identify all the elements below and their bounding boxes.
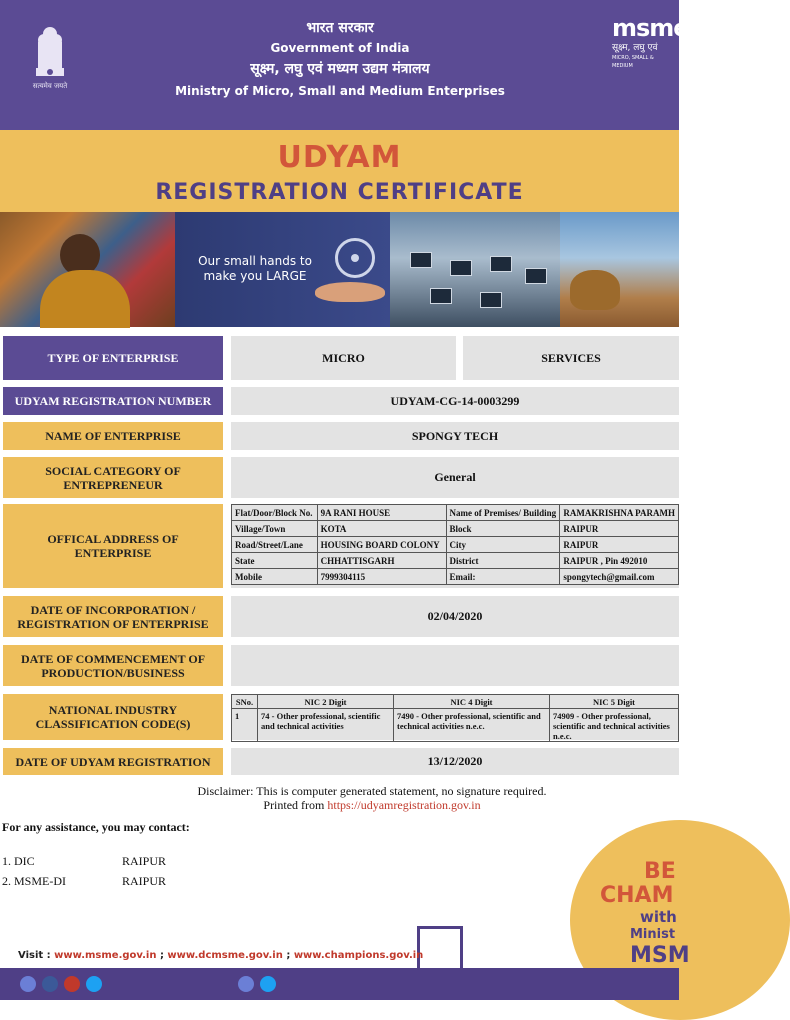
assistance-heading: For any assistance, you may contact: [2, 820, 190, 834]
state-value: CHHATTISGARH [317, 553, 446, 569]
contact-label: 1. DIC [2, 854, 35, 868]
twitter-icon[interactable] [86, 976, 102, 992]
contact-label: 2. MSME-DI [2, 874, 67, 888]
nic-2digit-value: 74 - Other professional, scientific and technical activities [258, 709, 394, 742]
dcmsme-link[interactable]: www.dcmsme.gov.in [167, 950, 283, 961]
name-of-enterprise-value: SPONGY TECH [231, 422, 679, 450]
mobile-label: Mobile [232, 569, 318, 585]
official-address-label: OFFICAL ADDRESS OF ENTERPRISE [3, 504, 223, 588]
msme-logo-hindi: सूक्ष्म, लघु एवं [612, 43, 658, 53]
farmer-photo [560, 212, 679, 327]
title-band [0, 130, 679, 212]
date-of-commencement-label: DATE OF COMMENCEMENT OF PRODUCTION/BUSINESS [3, 645, 223, 686]
visit-links: Visit : www.msme.gov.in ; www.dcmsme.gov.in ; www.champions.gov.in [18, 950, 424, 961]
village-label: Village/Town [232, 521, 318, 537]
city-value: RAIPUR [560, 537, 679, 553]
road-label: Road/Street/Lane [232, 537, 318, 553]
artisan-photo [0, 212, 175, 327]
chakra-wheel-icon [335, 238, 375, 278]
date-of-commencement-value [231, 645, 679, 686]
flat-value: 9A RANI HOUSE [317, 505, 446, 521]
national-emblem-icon [26, 18, 74, 90]
nic-header-sno: SNo. [232, 695, 258, 709]
header [0, 0, 689, 130]
hindi-ministry: सूक्ष्म, लघु एवं मध्यम उद्यम मंत्रालय [250, 61, 430, 77]
youtube-icon[interactable] [64, 976, 80, 992]
msme-logo [612, 14, 689, 70]
social-icon[interactable] [20, 976, 36, 992]
nic-header-5digit: NIC 5 Digit [550, 695, 679, 709]
block-value: RAIPUR [560, 521, 679, 537]
date-of-udyam-registration-label: DATE OF UDYAM REGISTRATION [3, 748, 223, 775]
date-of-udyam-registration-value: 13/12/2020 [231, 748, 679, 775]
nic-5digit-value: 74909 - Other professional, scientific and technical activities n.e.c. [550, 709, 679, 742]
date-of-incorporation-value: 02/04/2020 [231, 596, 679, 637]
social-icon[interactable] [238, 976, 254, 992]
name-of-enterprise-label: NAME OF ENTERPRISE [3, 422, 223, 450]
msme-link[interactable]: www.msme.gov.in [54, 950, 157, 961]
social-category-value: General [231, 457, 679, 498]
type-value-micro: MICRO [231, 336, 456, 380]
district-value: RAIPUR , Pin 492010 [560, 553, 679, 569]
government-heading [150, 18, 530, 102]
mobile-value: 7999304115 [317, 569, 446, 585]
contact-item [2, 854, 167, 869]
open-hand-icon [315, 282, 385, 302]
hindi-government: भारत सरकार [306, 20, 374, 36]
social-category-label: SOCIAL CATEGORY OF ENTREPRENEUR [3, 457, 223, 498]
printed-from-label: Printed from [263, 798, 325, 812]
contact-city: RAIPUR [122, 854, 167, 868]
type-of-enterprise-label: TYPE OF ENTERPRISE [3, 336, 223, 380]
address-table [231, 504, 679, 588]
flat-label: Flat/Door/Block No. [232, 505, 318, 521]
type-value-services: SERVICES [463, 336, 679, 380]
visit-label: Visit : [18, 950, 51, 961]
udyam-registration-number-label: UDYAM REGISTRATION NUMBER [3, 387, 223, 415]
bottom-bar [0, 968, 679, 1000]
msme-logo-mark: msme [612, 14, 689, 42]
village-value: KOTA [317, 521, 446, 537]
email-label: Email: [446, 569, 560, 585]
udyam-registration-link[interactable]: https://udyamregistration.gov.in [327, 798, 481, 812]
banner-tagline: Our small hands to make you LARGE [198, 254, 312, 283]
printed-from [0, 798, 744, 812]
state-label: State [232, 553, 318, 569]
city-label: City [446, 537, 560, 553]
road-value: HOUSING BOARD COLONY [317, 537, 446, 553]
date-of-incorporation-label: DATE OF INCORPORATION / REGISTRATION OF ENTERPRISE [3, 596, 223, 637]
title-udyam: UDYAM [277, 140, 402, 175]
english-government: Government of India [270, 41, 410, 55]
banner-tagline-panel [175, 212, 390, 327]
premises-label: Name of Premises/ Building [446, 505, 560, 521]
nic-header-2digit: NIC 2 Digit [258, 695, 394, 709]
nic-header-4digit: NIC 4 Digit [394, 695, 550, 709]
facebook-icon[interactable] [42, 976, 58, 992]
banner-image [0, 212, 679, 327]
emblem-caption: सत्यमेव जयते [32, 82, 68, 90]
premises-value: RAMAKRISHNA PARAMH [560, 505, 679, 521]
champions-link[interactable]: www.champions.gov.in [293, 950, 424, 961]
nic-sno: 1 [232, 709, 258, 742]
contact-city: RAIPUR [122, 874, 167, 888]
champions-badge-text: BE CHAM with Minist MSM [600, 859, 690, 968]
msme-logo-english: MICRO, SMALL & MEDIUM [612, 55, 654, 69]
district-label: District [446, 553, 560, 569]
nic-table [231, 694, 679, 740]
nic-4digit-value: 7490 - Other professional, scientific and technical activities n.e.c. [394, 709, 550, 742]
twitter-icon[interactable] [260, 976, 276, 992]
block-label: Block [446, 521, 560, 537]
disclaimer: Disclaimer: This is computer generated statement, no signature required. [197, 784, 547, 798]
english-ministry: Ministry of Micro, Small and Medium Enterprises [175, 84, 505, 98]
office-photo [390, 212, 560, 327]
nic-code-label: NATIONAL INDUSTRY CLASSIFICATION CODE(S) [3, 694, 223, 740]
title-registration-certificate: REGISTRATION CERTIFICATE [155, 180, 524, 205]
contact-item [2, 874, 167, 889]
udyam-registration-number-value: UDYAM-CG-14-0003299 [231, 387, 679, 415]
email-value: spongytech@gmail.com [560, 569, 679, 585]
